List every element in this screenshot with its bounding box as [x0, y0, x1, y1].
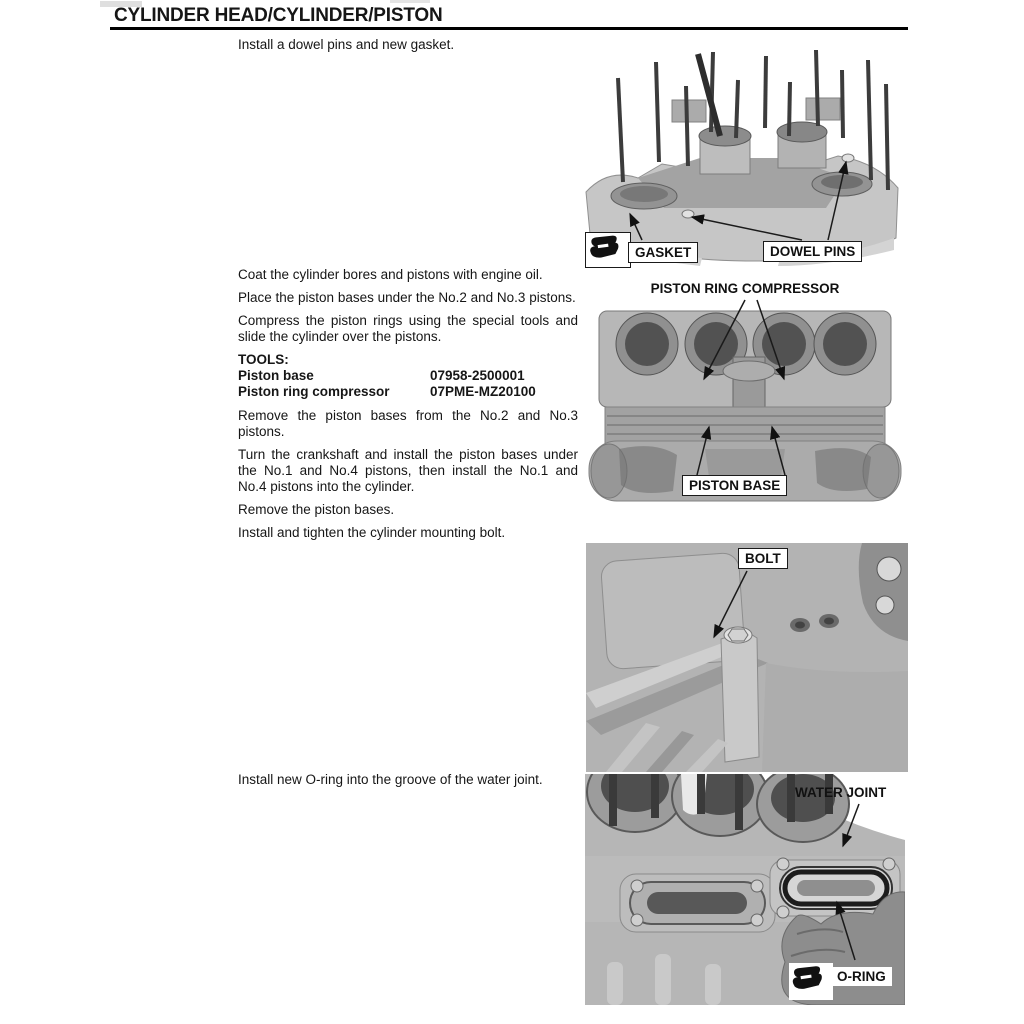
tool-part-number: 07PME-MZ20100: [430, 384, 536, 399]
step-text: Turn the crankshaft and install the piston bases under the No.1 and No.4 pistons, then install the No.1 and No.4 pistons into the cylinder.: [238, 447, 578, 494]
page-title: CYLINDER HEAD/CYLINDER/PISTON: [114, 5, 443, 26]
step-text: Coat the cylinder bores and pistons with engine oil.: [238, 267, 543, 282]
instruction-block: [238, 267, 578, 548]
figure-water-joint-oring: [585, 774, 905, 1005]
new-part-icon: [789, 963, 825, 993]
step-text: Install new O-ring into the groove of the water joint.: [238, 772, 543, 787]
tool-row: [238, 384, 578, 400]
callout-bolt: BOLT: [738, 548, 788, 569]
callout-piston-ring-compressor: PISTON RING COMPRESSOR: [650, 281, 840, 296]
figure-gasket-dowel-pins: [580, 40, 906, 266]
callout-oring: O-RING: [831, 967, 892, 986]
step-text: Compress the piston rings using the special tools and slide the cylinder over the pistons.: [238, 313, 578, 344]
new-part-icon-box: [585, 232, 631, 268]
instruction-step-oring: [238, 772, 578, 795]
step-text: Remove the piston bases from the No.2 and No.3 pistons.: [238, 408, 578, 439]
step-text: Remove the piston bases.: [238, 502, 395, 517]
tools-list: [238, 352, 578, 400]
title-rule: [110, 27, 908, 31]
callout-piston-base: PISTON BASE: [682, 475, 787, 496]
tool-name: Piston ring compressor: [238, 384, 390, 399]
callout-water-joint: WATER JOINT: [795, 785, 887, 800]
tool-name: Piston base: [238, 368, 314, 383]
scan-artifact: [390, 0, 430, 3]
instruction-step-1: [238, 37, 578, 60]
tool-part-number: 07958-2500001: [430, 368, 525, 383]
callout-dowel-pins: DOWEL PINS: [763, 241, 862, 262]
step-text: Place the piston bases under the No.2 and No.3 pistons.: [238, 290, 576, 305]
step-text: Install and tighten the cylinder mounting bolt.: [238, 525, 506, 540]
tool-row: [238, 368, 578, 384]
callout-gasket: GASKET: [628, 242, 698, 263]
step-text: Install a dowel pins and new gasket.: [238, 37, 455, 52]
new-part-icon-box: [789, 963, 833, 1000]
figure-piston-ring-compressor: [585, 281, 905, 505]
figure-mounting-bolt: [586, 543, 908, 772]
tools-heading: TOOLS:: [238, 352, 289, 367]
new-part-icon: [586, 233, 622, 261]
figure-3-illustration: [586, 543, 908, 772]
